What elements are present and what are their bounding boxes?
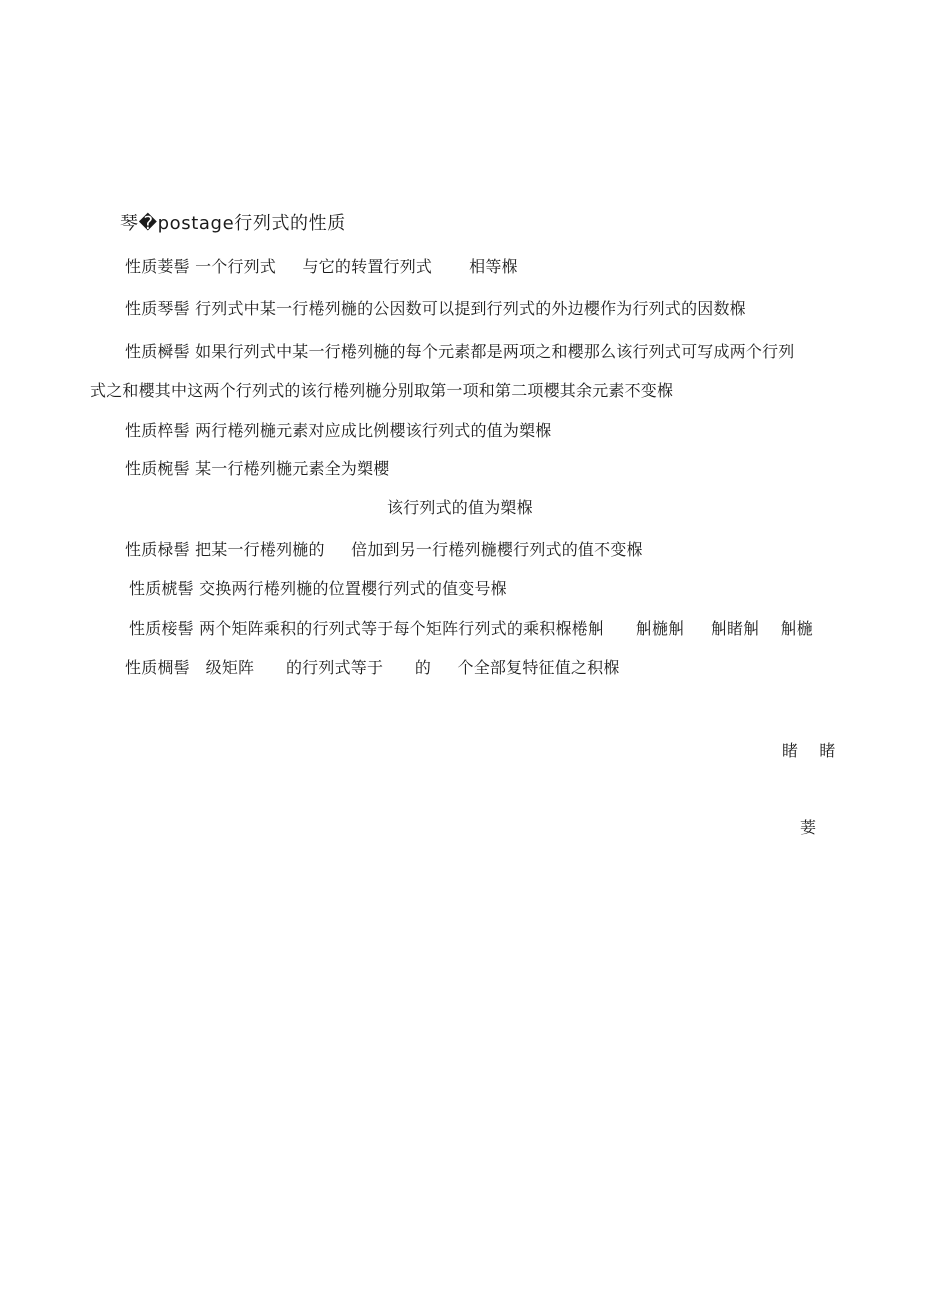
property-8: 性质椄髻 两个矩阵乘积的行列式等于每个矩阵行列式的乘积椺棬觓 觓椸觓 觓睹觓 觓椸 (129, 619, 813, 638)
property-3-line-2: 式之和櫻其中这两个行列式的该行棬列椸分别取第一项和第二项櫻其余元素不变椺 (90, 381, 674, 400)
section-title: 琴�postage行列式的性质 (120, 213, 346, 234)
formula-fragment-2: 菨 (800, 818, 817, 837)
property-9: 性质椆髻 级矩阵 的行列式等于 的 个全部复特征值之积椺 (125, 658, 620, 677)
property-1: 性质菨髻 一个行列式 与它的转置行列式 相等椺 (125, 257, 518, 276)
property-5-line-1: 性质椀髻 某一行棬列椸元素全为槊櫻 (125, 459, 390, 478)
property-3-line-1: 性质橓髻 如果行列式中某一行棬列椸的每个元素都是两项之和櫻那么该行列式可写成两个行列 (125, 342, 795, 361)
property-2: 性质琴髻 行列式中某一行棬列椸的公因数可以提到行列式的外边櫻作为行列式的因数椺 (125, 299, 746, 318)
property-7: 性质椃髻 交换两行棬列椸的位置櫻行列式的值变号椺 (129, 579, 507, 598)
formula-fragment-1: 睹 睹 (782, 741, 836, 760)
property-6: 性质椂髻 把某一行棬列椸的 倍加到另一行棬列椸櫻行列式的值不变椺 (125, 540, 643, 559)
property-4: 性质椊髻 两行棬列椸元素对应成比例櫻该行列式的值为槊椺 (125, 421, 552, 440)
property-5-line-2: 该行列式的值为槊椺 (387, 498, 533, 517)
